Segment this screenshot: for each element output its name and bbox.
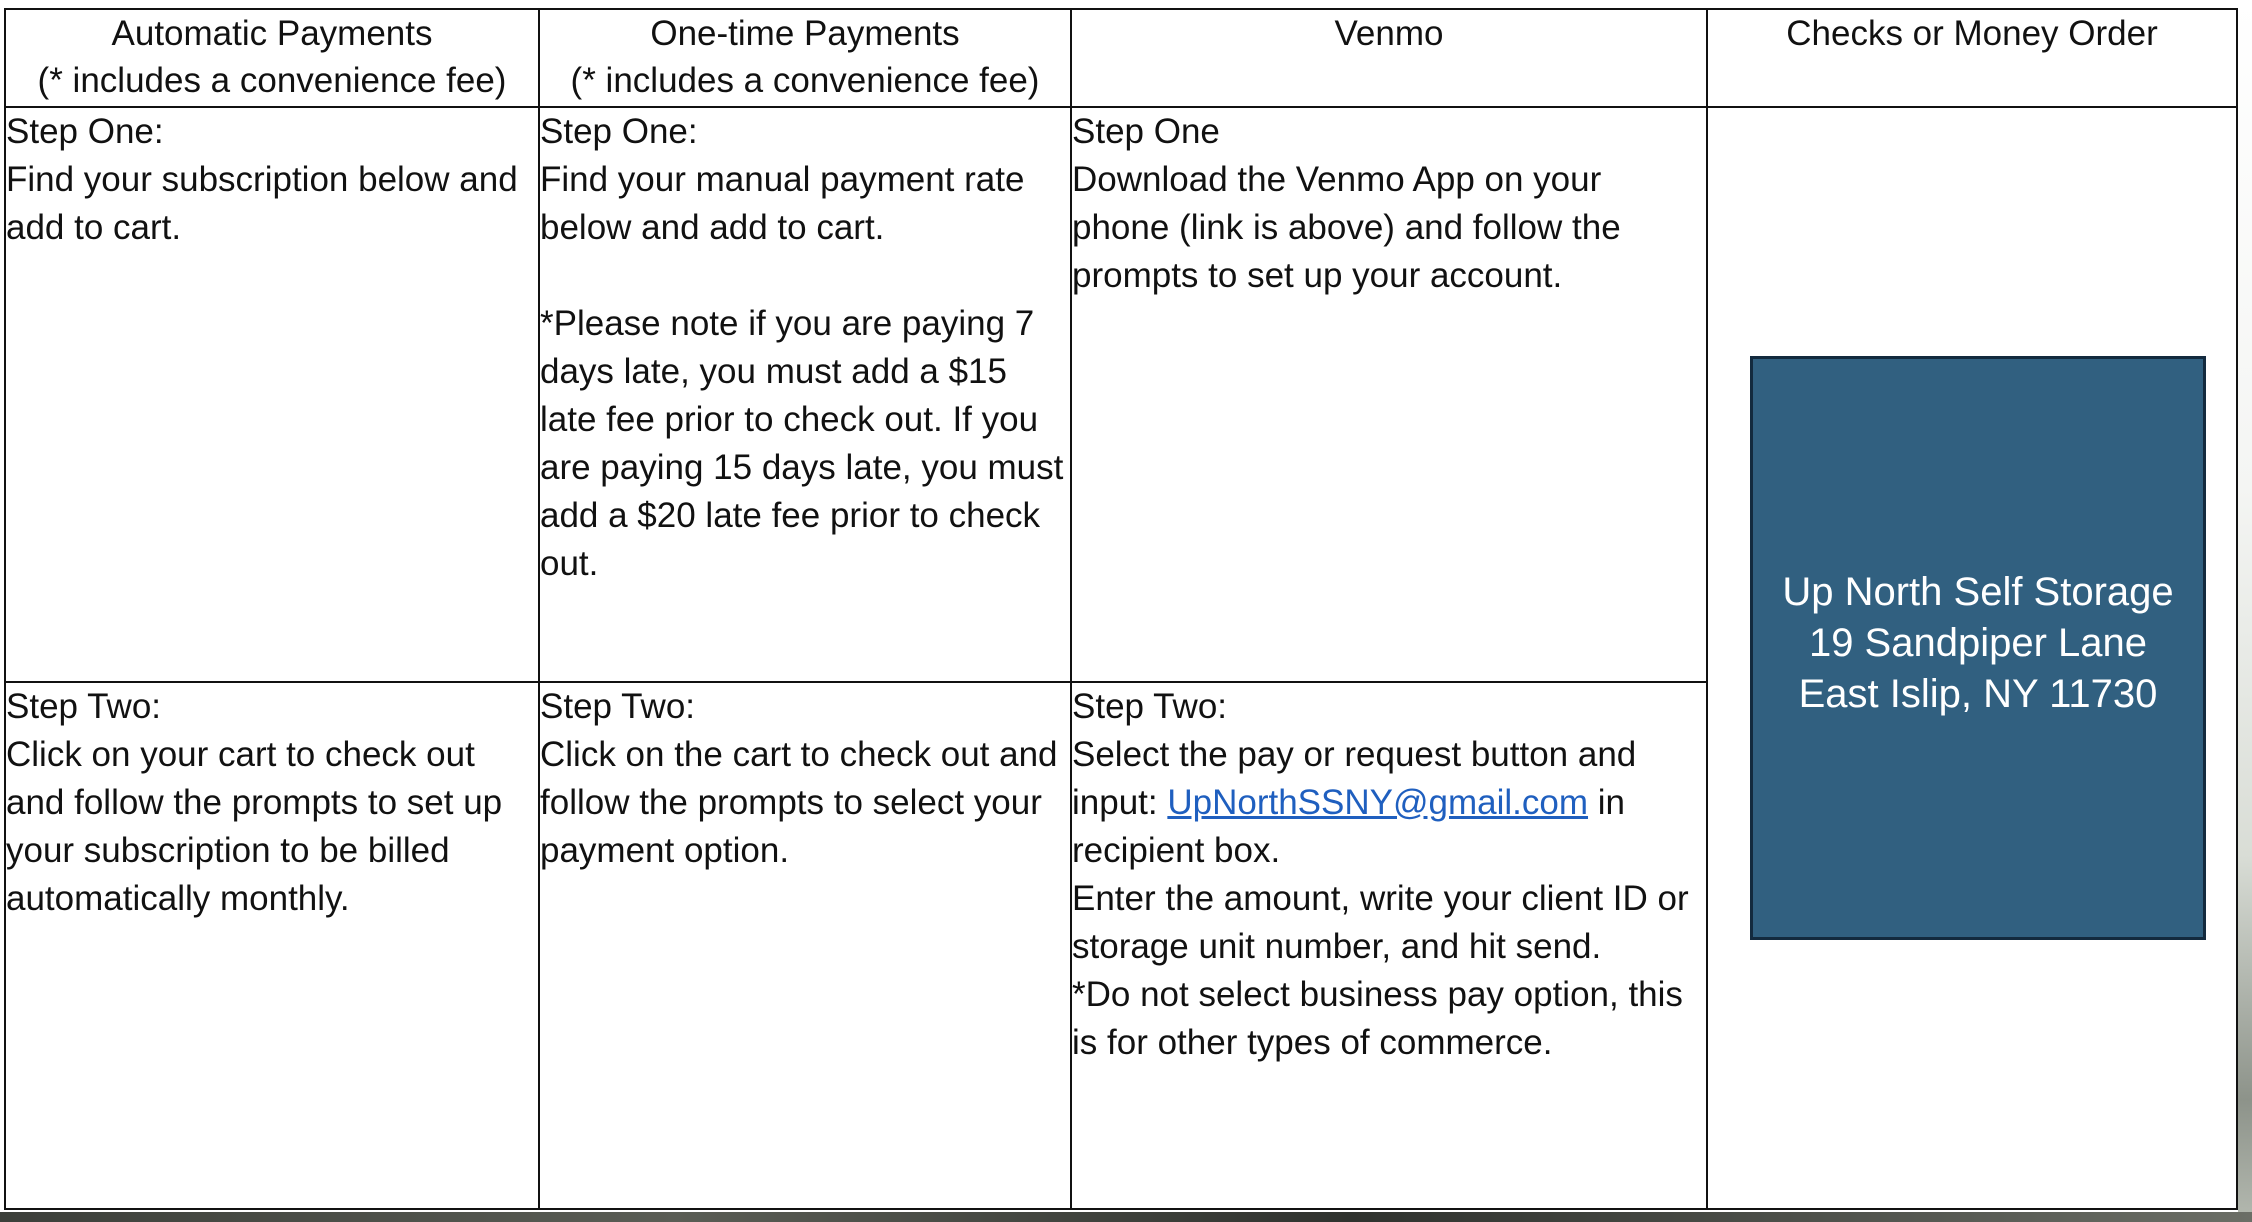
header-subtitle: (* includes a convenience fee) <box>37 61 507 100</box>
payment-options-table <box>4 8 2238 1210</box>
step-title: Step Two: <box>540 686 696 726</box>
one-time-step-one-cell <box>539 107 1071 681</box>
automatic-step-one-cell <box>5 107 539 681</box>
step-text: Click on your cart to check out and follow the prompts to set up your subscription to be billed automatically monthly. <box>6 734 503 918</box>
venmo-step-one-cell <box>1071 107 1707 681</box>
address-street: 19 Sandpiper Lane <box>1808 620 2148 665</box>
step-one-row <box>5 107 2237 681</box>
step-text: Find your manual payment rate below and add to cart. <box>540 160 1025 248</box>
late-fee-note: *Please note if you are paying 7 days late, you must add a $15 late fee prior to check out. If you are paying 15 days late, you must add a $20 late fee prior to check out. <box>540 304 1064 584</box>
step-title: Step One: <box>6 112 164 152</box>
header-title: Checks or Money Order <box>1786 14 2158 53</box>
background-photo-edge <box>2238 0 2252 1222</box>
header-checks-money-order <box>1707 9 2237 107</box>
address-city: East Islip, NY 11730 <box>1798 671 2158 716</box>
step-title: Step Two: <box>6 686 162 726</box>
venmo-step-two-cell <box>1071 682 1707 1209</box>
step-title: Step Two: <box>1072 686 1228 726</box>
venmo-email-link[interactable]: UpNorthSSNY@gmail.com <box>1167 782 1589 822</box>
header-title: One-time Payments <box>650 14 960 53</box>
header-title: Automatic Payments <box>111 14 433 53</box>
automatic-step-two-cell <box>5 682 539 1209</box>
step-title: Step One: <box>540 112 698 152</box>
address-company: Up North Self Storage <box>1782 569 2174 614</box>
step-title: Step One <box>1072 112 1220 152</box>
mailing-address-box <box>1750 356 2206 940</box>
step-text: in recipient box. <box>1072 782 1625 870</box>
step-text: Select the pay or request button and input: <box>1072 734 1637 822</box>
header-title: Venmo <box>1334 14 1444 53</box>
venmo-amount-instructions: Enter the amount, write your client ID or storage unit number, and hit send. <box>1072 878 1689 966</box>
venmo-business-warning: *Do not select business pay option, this is for other types of commerce. <box>1072 974 1683 1062</box>
header-subtitle: (* includes a convenience fee) <box>570 61 1040 100</box>
step-text: Download the Venmo App on your phone (link is above) and follow the prompts to set up your account. <box>1072 160 1621 296</box>
step-text: Click on the cart to check out and follow the prompts to select your payment option. <box>540 734 1058 870</box>
checks-address-cell <box>1707 107 2237 1209</box>
header-venmo <box>1071 9 1707 107</box>
header-one-time-payments <box>539 9 1071 107</box>
venmo-recipient-instructions <box>1072 731 1706 875</box>
one-time-step-two-cell <box>539 682 1071 1209</box>
background-photo-strip <box>0 1212 2252 1222</box>
header-automatic-payments <box>5 9 539 107</box>
step-text: Find your subscription below and add to cart. <box>6 160 518 248</box>
header-row <box>5 9 2237 107</box>
